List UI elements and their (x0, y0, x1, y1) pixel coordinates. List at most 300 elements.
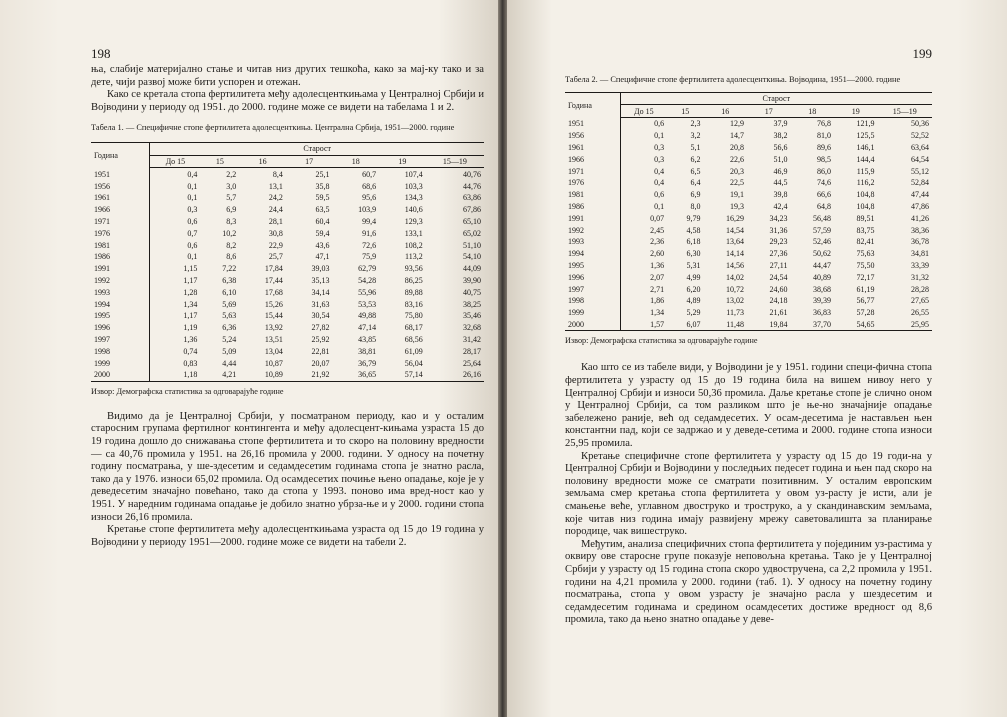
rate-cell: 10,87 (264, 358, 283, 368)
rate-cell: 36,83 (812, 308, 831, 318)
rate-cell: 39,90 (463, 276, 481, 286)
rate-cell: 24,2 (268, 193, 283, 203)
age-column-header: 18 (332, 155, 379, 168)
rate-cell: 4,89 (686, 296, 701, 306)
table-caption: Табела 2. — Специфичне стопе фертилитета адолесценткиња. Војводина, 1951—2000. године (565, 75, 901, 84)
rate-cell: 60,7 (362, 169, 377, 179)
rate-cell: 17,84 (264, 264, 283, 274)
table-row (565, 153, 932, 165)
rate-cell: 38,25 (463, 299, 481, 309)
age-column-header: 17 (747, 105, 791, 118)
rate-cell: 8,6 (226, 252, 237, 262)
rate-cell: 62,79 (358, 264, 377, 274)
rate-cell: 0,4 (654, 178, 665, 188)
rate-cell: 34,23 (769, 213, 788, 223)
rate-cell: 14,14 (725, 249, 744, 259)
rate-cell: 0,1 (187, 252, 198, 262)
rate-cell: 0,1 (654, 202, 665, 212)
rate-cell: 16,29 (725, 213, 744, 223)
rate-cell: 104,8 (856, 202, 875, 212)
rate-cell: 2,2 (226, 169, 237, 179)
table-row (565, 295, 932, 307)
rate-cell: 107,4 (404, 169, 423, 179)
year-column-header: Година (565, 92, 620, 118)
rate-cell: 2,45 (650, 225, 665, 235)
rate-cell: 66,6 (816, 190, 831, 200)
rate-cell: 5,69 (222, 299, 237, 309)
year-cell: 1995 (565, 260, 620, 272)
rate-cell: 140,6 (404, 205, 423, 215)
rate-cell: 1,18 (150, 369, 200, 381)
rate-cell: 22,5 (729, 178, 744, 188)
rate-cell: 5,63 (222, 311, 237, 321)
rate-cell: 146,1 (856, 143, 875, 153)
table-source-note: Извор: Демографска статистика за одговарајуће године (91, 386, 284, 396)
table-row (565, 271, 932, 283)
table-row (565, 307, 932, 319)
rate-cell: 1,17 (183, 276, 198, 286)
rate-cell: 5,24 (222, 335, 237, 345)
rate-cell: 25,92 (311, 335, 330, 345)
rate-cell: 31,42 (463, 335, 481, 345)
book-spine (498, 0, 507, 717)
rate-cell: 76,8 (816, 119, 831, 129)
age-column-header: 17 (286, 155, 333, 168)
rate-cell: 75,50 (856, 261, 875, 271)
table-row (565, 224, 932, 236)
year-cell: 1981 (91, 239, 150, 251)
rate-cell: 35,8 (315, 181, 330, 191)
fertility-table-central-serbia (91, 142, 484, 382)
year-cell: 1993 (91, 286, 150, 298)
rate-cell: 4,58 (686, 225, 701, 235)
rate-cell: 103,3 (404, 181, 423, 191)
rate-cell: 35,46 (463, 311, 481, 321)
rate-cell: 27,82 (311, 323, 330, 333)
rate-cell: 53,53 (358, 299, 377, 309)
rate-cell: 75,9 (362, 252, 377, 262)
table-row (91, 369, 484, 381)
rate-cell: 36,79 (358, 358, 377, 368)
rate-cell: 0,3 (654, 154, 665, 164)
rate-cell: 91,6 (362, 228, 377, 238)
rate-cell: 68,6 (362, 181, 377, 191)
year-cell: 1993 (565, 236, 620, 248)
rate-cell: 56,6 (773, 143, 788, 153)
year-cell: 1991 (565, 212, 620, 224)
rate-cell: 27,11 (769, 261, 788, 271)
rate-cell: 6,07 (667, 319, 703, 331)
rate-cell: 65,10 (463, 217, 481, 227)
rate-cell: 129,3 (404, 217, 423, 227)
rate-cell: 14,54 (725, 225, 744, 235)
rate-cell: 121,9 (856, 119, 875, 129)
rate-cell: 38,81 (358, 346, 377, 356)
rate-cell: 52,52 (911, 131, 929, 141)
rate-cell: 46,9 (773, 166, 788, 176)
rate-cell: 50,62 (812, 249, 831, 259)
rate-cell: 0,4 (187, 169, 198, 179)
rate-cell: 0,3 (187, 205, 198, 215)
rate-cell: 6,2 (690, 154, 701, 164)
rate-cell: 6,4 (690, 178, 701, 188)
table-row (565, 201, 932, 213)
rate-cell: 104,8 (856, 190, 875, 200)
rate-cell: 12,9 (729, 119, 744, 129)
rate-cell: 60,4 (315, 217, 330, 227)
rate-cell: 0,07 (650, 213, 665, 223)
table-row (91, 168, 484, 180)
table-row (565, 260, 932, 272)
rate-cell: 7,22 (222, 264, 237, 274)
table-row (91, 334, 484, 346)
rate-cell: 21,92 (286, 369, 333, 381)
rate-cell: 33,39 (911, 261, 929, 271)
rate-cell: 115,9 (856, 166, 875, 176)
rate-cell: 86,0 (816, 166, 831, 176)
table-row (91, 357, 484, 369)
rate-cell: 13,1 (268, 181, 283, 191)
rate-cell: 39,39 (812, 296, 831, 306)
body-paragraph: Кретање стопе фертилитета међу адолесценткињама узраста од 15 до 19 година у Војводини у периоду 1951—2000. године може се видети на табели 2. (91, 524, 484, 548)
table-row (91, 180, 484, 192)
year-cell: 1992 (91, 275, 150, 287)
rate-cell: 89,88 (404, 287, 423, 297)
rate-cell: 4,44 (222, 358, 237, 368)
rate-cell: 54,65 (834, 319, 878, 331)
age-column-header: 15 (667, 105, 703, 118)
year-cell: 1999 (565, 307, 620, 319)
table-row (565, 189, 932, 201)
rate-cell: 2,60 (650, 249, 665, 259)
rate-cell: 40,75 (463, 287, 481, 297)
rate-cell: 25,95 (878, 319, 933, 331)
rate-cell: 50,36 (911, 119, 929, 129)
rate-cell: 63,86 (463, 193, 481, 203)
rate-cell: 98,5 (816, 154, 831, 164)
rate-cell: 6,36 (222, 323, 237, 333)
table-row (91, 275, 484, 287)
rate-cell: 63,64 (911, 143, 929, 153)
year-cell: 1961 (565, 142, 620, 154)
rate-cell: 61,09 (404, 346, 423, 356)
rate-cell: 47,14 (358, 323, 377, 333)
rate-cell: 75,80 (404, 311, 423, 321)
intro-paragraph: ња, слабије материјално стање и читав низ других тешкоћа, како за мај-ку тако и за дете, чији развој може бити успорен и отежан. (91, 64, 484, 88)
rate-cell: 34,81 (911, 249, 929, 259)
rate-cell: 38,36 (911, 225, 929, 235)
rate-cell: 42,4 (773, 202, 788, 212)
age-column-group-header: Старост (620, 92, 932, 105)
table-row (565, 177, 932, 189)
age-column-header: 18 (790, 105, 834, 118)
rate-cell: 59,4 (315, 228, 330, 238)
rate-cell: 6,18 (686, 237, 701, 247)
rate-cell: 51,10 (463, 240, 481, 250)
rate-cell: 0,1 (187, 181, 198, 191)
rate-cell: 14,02 (725, 272, 744, 282)
rate-cell: 6,9 (690, 190, 701, 200)
table-row (91, 286, 484, 298)
rate-cell: 25,64 (463, 358, 481, 368)
rate-cell: 72,17 (856, 272, 875, 282)
year-cell: 1996 (565, 271, 620, 283)
year-cell: 1991 (91, 263, 150, 275)
year-cell: 1997 (91, 334, 150, 346)
rate-cell: 4,99 (686, 272, 701, 282)
rate-cell: 19,84 (747, 319, 791, 331)
rate-cell: 9,79 (686, 213, 701, 223)
rate-cell: 39,8 (773, 190, 788, 200)
rate-cell: 13,02 (725, 296, 744, 306)
rate-cell: 44,09 (463, 264, 481, 274)
rate-cell: 5,29 (686, 308, 701, 318)
year-cell: 1997 (565, 283, 620, 295)
rate-cell: 8,2 (226, 240, 237, 250)
table-source-note: Извор: Демографска статистика за одговарајуће године (565, 336, 758, 346)
rate-cell: 6,30 (686, 249, 701, 259)
table-row (91, 216, 484, 228)
page-number: 199 (912, 46, 932, 61)
rate-cell: 30,8 (268, 228, 283, 238)
rate-cell: 93,56 (404, 264, 423, 274)
rate-cell: 1,36 (650, 261, 665, 271)
table-row (91, 310, 484, 322)
rate-cell: 19,3 (729, 202, 744, 212)
rate-cell: 3,2 (690, 131, 701, 141)
rate-cell: 0,7 (187, 228, 198, 238)
rate-cell: 65,02 (463, 228, 481, 238)
rate-cell: 13,51 (264, 335, 283, 345)
rate-cell: 55,96 (358, 287, 377, 297)
rate-cell: 14,7 (729, 131, 744, 141)
rate-cell: 21,61 (769, 308, 788, 318)
rate-cell: 29,23 (769, 237, 788, 247)
rate-cell: 24,4 (268, 205, 283, 215)
rate-cell: 47,1 (315, 252, 330, 262)
rate-cell: 28,28 (911, 284, 929, 294)
rate-cell: 2,71 (650, 284, 665, 294)
rate-cell: 1,57 (620, 319, 667, 331)
rate-cell: 54,28 (358, 276, 377, 286)
rate-cell: 17,44 (264, 276, 283, 286)
year-cell: 1971 (91, 216, 150, 228)
year-cell: 1995 (91, 310, 150, 322)
age-column-header: 15 (200, 155, 239, 168)
page-number: 198 (91, 46, 111, 61)
rate-cell: 108,2 (404, 240, 423, 250)
table-row (91, 322, 484, 334)
age-column-header: 19 (834, 105, 878, 118)
rate-cell: 133,1 (404, 228, 423, 238)
year-cell: 2000 (91, 369, 150, 381)
rate-cell: 74,6 (816, 178, 831, 188)
rate-cell: 67,86 (463, 205, 481, 215)
rate-cell: 28,17 (463, 346, 481, 356)
rate-cell: 31,36 (769, 225, 788, 235)
year-cell: 1986 (565, 201, 620, 213)
rate-cell: 113,2 (405, 252, 423, 262)
rate-cell: 10,72 (725, 284, 744, 294)
table-row (565, 118, 932, 130)
table-row (91, 251, 484, 263)
rate-cell: 81,0 (816, 131, 831, 141)
age-column-header: 15—19 (878, 105, 933, 118)
rate-cell: 83,16 (404, 299, 423, 309)
rate-cell: 40,76 (463, 169, 481, 179)
rate-cell: 64,54 (911, 154, 929, 164)
rate-cell: 51,0 (773, 154, 788, 164)
rate-cell: 44,47 (812, 261, 831, 271)
rate-cell: 0,74 (183, 346, 198, 356)
rate-cell: 2,3 (690, 119, 701, 129)
rate-cell: 47,86 (911, 202, 929, 212)
rate-cell: 0,1 (654, 131, 665, 141)
rate-cell: 24,60 (769, 284, 788, 294)
table-row (565, 212, 932, 224)
year-cell: 1956 (91, 180, 150, 192)
rate-cell: 13,64 (725, 237, 744, 247)
rate-cell: 99,4 (362, 217, 377, 227)
rate-cell: 125,5 (856, 131, 875, 141)
rate-cell: 55,12 (911, 166, 929, 176)
rate-cell: 15,44 (264, 311, 283, 321)
rate-cell: 26,55 (911, 308, 929, 318)
rate-cell: 6,10 (222, 287, 237, 297)
rate-cell: 38,68 (812, 284, 831, 294)
table-row (565, 283, 932, 295)
rate-cell: 19,1 (729, 190, 744, 200)
rate-cell: 56,48 (812, 213, 831, 223)
rate-cell: 1,19 (183, 323, 198, 333)
table-row (565, 319, 932, 331)
rate-cell: 68,17 (404, 323, 423, 333)
year-cell: 1951 (91, 168, 150, 180)
rate-cell: 31,32 (911, 272, 929, 282)
rate-cell: 31,63 (311, 299, 330, 309)
age-column-header: До 15 (150, 155, 200, 168)
body-paragraph: Како се кретала стопа фертилитета међу адолесценткињама у Централној Србији и Војводини у периоду од 1951. до 2000. године може се видети на табелама 1 и 2. (91, 89, 484, 113)
rate-cell: 86,25 (404, 276, 423, 286)
rate-cell: 0,1 (187, 193, 198, 203)
rate-cell: 2,07 (650, 272, 665, 282)
rate-cell: 1,36 (183, 335, 198, 345)
rate-cell: 44,76 (463, 181, 481, 191)
age-column-header: 15—19 (426, 155, 484, 168)
rate-cell: 1,86 (650, 296, 665, 306)
rate-cell: 82,41 (856, 237, 875, 247)
rate-cell: 37,70 (790, 319, 834, 331)
rate-cell: 72,6 (362, 240, 377, 250)
rate-cell: 89,51 (856, 213, 875, 223)
rate-cell: 3,0 (226, 181, 237, 191)
year-cell: 1966 (91, 204, 150, 216)
rate-cell: 11,73 (726, 308, 744, 318)
rate-cell: 22,9 (268, 240, 283, 250)
table-row (91, 298, 484, 310)
rate-cell: 24,54 (769, 272, 788, 282)
rate-cell: 0,6 (187, 240, 198, 250)
rate-cell: 11,48 (703, 319, 747, 331)
rate-cell: 89,6 (816, 143, 831, 153)
rate-cell: 26,16 (426, 369, 484, 381)
year-cell: 1976 (91, 227, 150, 239)
rate-cell: 25,1 (315, 169, 330, 179)
rate-cell: 1,34 (183, 299, 198, 309)
rate-cell: 13,04 (264, 346, 283, 356)
fertility-table-vojvodina (565, 92, 932, 332)
rate-cell: 52,46 (812, 237, 831, 247)
year-cell: 1976 (565, 177, 620, 189)
table-row (91, 204, 484, 216)
rate-cell: 47,44 (911, 190, 929, 200)
right-page (507, 0, 1007, 717)
body-paragraph: Међутим, анализа специфичних стопа фертилитета у појединим уз-растима у оквиру ове старосне групе показује неповољна кретања. Тако је у Централној Србији у узрасту од 15 година стопа скоро удвостручена, са 2,2 промила у 1951. години на 4,21 промила у 2000. години (таб. 1). У односу на почетну годину посматрања, стопа у овом узрасту је значајно расла у шездесетим и седамдесетим годинама и средином осамдесетих достиже вредност од 8,6 промила, тако да њено знатно опадање у деве- (565, 538, 932, 626)
rate-cell: 5,7 (226, 193, 237, 203)
rate-cell: 4,21 (200, 369, 239, 381)
rate-cell: 5,31 (686, 261, 701, 271)
table-row (91, 192, 484, 204)
table-caption: Табела 1. — Специфичне стопе фертилитета адолесценткиња. Централна Србија, 1951—2000. године (91, 123, 455, 133)
rate-cell: 22,81 (311, 346, 330, 356)
rate-cell: 1,28 (183, 287, 198, 297)
year-cell: 1981 (565, 189, 620, 201)
table-row (91, 227, 484, 239)
rate-cell: 20,8 (729, 143, 744, 153)
rate-cell: 57,59 (812, 225, 831, 235)
rate-cell: 8,3 (226, 217, 237, 227)
rate-cell: 75,63 (856, 249, 875, 259)
rate-cell: 68,56 (404, 335, 423, 345)
table-row (565, 165, 932, 177)
table-row (565, 130, 932, 142)
table-row (91, 239, 484, 251)
year-cell: 1992 (565, 224, 620, 236)
rate-cell: 0,83 (183, 358, 198, 368)
rate-cell: 95,6 (362, 193, 377, 203)
rate-cell: 28,1 (268, 217, 283, 227)
rate-cell: 0,6 (654, 119, 665, 129)
year-cell: 1971 (565, 165, 620, 177)
year-column-header: Година (91, 142, 150, 168)
age-column-group-header: Старост (150, 142, 484, 155)
rate-cell: 52,84 (911, 178, 929, 188)
age-column-header: 16 (239, 155, 286, 168)
rate-cell: 37,9 (773, 119, 788, 129)
rate-cell: 1,17 (183, 311, 198, 321)
rate-cell: 57,28 (856, 308, 875, 318)
rate-cell: 8,4 (272, 169, 283, 179)
rate-cell: 5,1 (690, 143, 701, 153)
year-cell: 2000 (565, 319, 620, 331)
table-row (565, 248, 932, 260)
rate-cell: 56,04 (404, 358, 423, 368)
age-column-header: До 15 (620, 105, 667, 118)
rate-cell: 49,88 (358, 311, 377, 321)
rate-cell: 0,3 (654, 143, 665, 153)
rate-cell: 134,3 (404, 193, 423, 203)
rate-cell: 64,8 (816, 202, 831, 212)
rate-cell: 1,34 (650, 308, 665, 318)
table-row (565, 142, 932, 154)
rate-cell: 38,2 (773, 131, 788, 141)
rate-cell: 144,4 (856, 154, 875, 164)
age-column-header: 16 (703, 105, 747, 118)
rate-cell: 56,77 (856, 296, 875, 306)
rate-cell: 1,15 (183, 264, 198, 274)
rate-cell: 41,26 (911, 213, 929, 223)
rate-cell: 8,0 (690, 202, 701, 212)
